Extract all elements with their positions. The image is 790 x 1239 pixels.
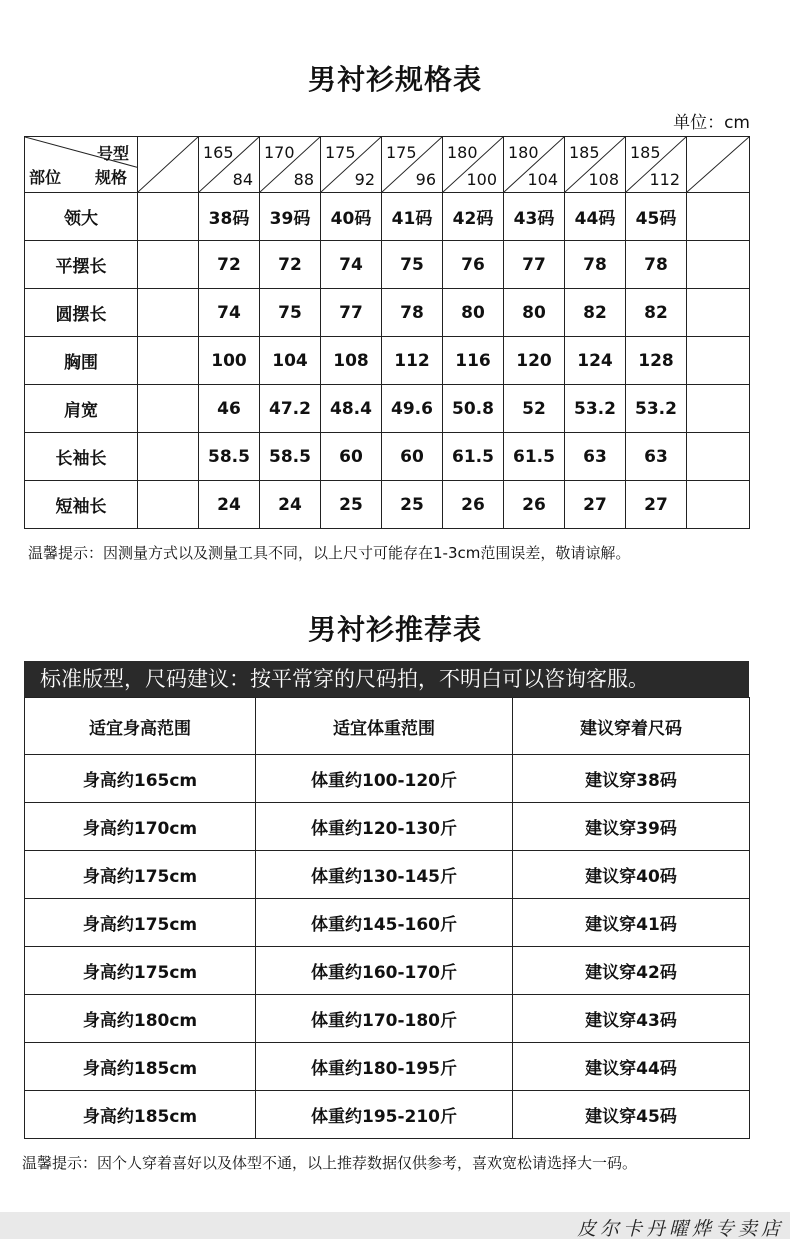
spec-value: 77	[504, 241, 565, 289]
spec-value: 27	[565, 481, 626, 529]
size-height: 170	[264, 143, 295, 162]
recommend-table-title: 男衬衫推荐表	[307, 613, 482, 646]
spec-row-label: 肩宽	[25, 385, 138, 433]
spec-value: 50.8	[443, 385, 504, 433]
spec-empty-cell	[138, 481, 199, 529]
spec-value: 26	[443, 481, 504, 529]
size-height: 165	[203, 143, 234, 162]
size-header-5	[504, 137, 565, 193]
size-header-4	[443, 137, 504, 193]
size-header-1	[260, 137, 321, 193]
recommend-row	[25, 1091, 750, 1139]
spec-value: 44码	[565, 193, 626, 241]
recommend-cell: 体重约180-195斤	[256, 1043, 513, 1091]
spec-value: 124	[565, 337, 626, 385]
recommend-table	[24, 697, 750, 1139]
spec-value: 63	[626, 433, 687, 481]
size-chest: 112	[649, 170, 680, 189]
spec-value: 39码	[260, 193, 321, 241]
recommend-cell: 身高约175cm	[25, 947, 256, 995]
spec-value: 75	[382, 241, 443, 289]
recommend-row	[25, 755, 750, 803]
spec-empty-cell	[138, 193, 199, 241]
spec-row	[25, 385, 750, 433]
spec-value: 47.2	[260, 385, 321, 433]
spec-value: 46	[199, 385, 260, 433]
size-height: 185	[630, 143, 661, 162]
spec-value: 61.5	[504, 433, 565, 481]
recommend-cell: 建议穿41码	[513, 899, 750, 947]
recommend-row	[25, 1043, 750, 1091]
header-spec: 规格	[94, 168, 127, 187]
spec-value: 120	[504, 337, 565, 385]
spec-value: 60	[321, 433, 382, 481]
size-chest: 88	[293, 170, 314, 189]
spec-value: 72	[260, 241, 321, 289]
spec-value: 25	[321, 481, 382, 529]
spec-row-label: 领大	[25, 193, 138, 241]
size-chest: 108	[588, 170, 619, 189]
recommend-cell: 建议穿45码	[513, 1091, 750, 1139]
spec-value: 104	[260, 337, 321, 385]
spec-value: 112	[382, 337, 443, 385]
size-height: 175	[386, 143, 417, 162]
diagonal-line	[138, 137, 198, 192]
recommend-cell: 身高约185cm	[25, 1043, 256, 1091]
size-chest: 92	[354, 170, 375, 189]
spec-value: 108	[321, 337, 382, 385]
spec-empty-cell	[687, 193, 750, 241]
spec-row-label: 胸围	[25, 337, 138, 385]
spec-value: 40码	[321, 193, 382, 241]
recommend-cell: 体重约120-130斤	[256, 803, 513, 851]
spec-value: 100	[199, 337, 260, 385]
header-size-type: 号型	[96, 144, 129, 163]
spec-table-title: 男衬衫规格表	[307, 63, 482, 96]
size-header-7	[626, 137, 687, 193]
spec-row	[25, 337, 750, 385]
spec-value: 58.5	[260, 433, 321, 481]
spec-row-label: 短袖长	[25, 481, 138, 529]
recommend-cell: 身高约175cm	[25, 899, 256, 947]
spec-value: 128	[626, 337, 687, 385]
size-chest: 100	[466, 170, 497, 189]
spec-value: 61.5	[443, 433, 504, 481]
recommend-cell: 建议穿44码	[513, 1043, 750, 1091]
spec-empty-cell	[687, 241, 750, 289]
recommend-header-cell: 适宜身高范围	[25, 698, 256, 755]
diagonal-line	[687, 137, 749, 192]
spec-row-label: 圆摆长	[25, 289, 138, 337]
recommend-row	[25, 995, 750, 1043]
spec-empty-cell	[138, 337, 199, 385]
spec-empty-cell	[138, 433, 199, 481]
spec-row-label: 平摆长	[25, 241, 138, 289]
spec-value: 24	[199, 481, 260, 529]
spec-empty-cell	[687, 433, 750, 481]
recommend-header-cell: 适宜体重范围	[256, 698, 513, 755]
size-header-3	[382, 137, 443, 193]
recommend-cell: 身高约175cm	[25, 851, 256, 899]
spec-empty-cell	[687, 289, 750, 337]
spec-value: 49.6	[382, 385, 443, 433]
spec-value: 74	[199, 289, 260, 337]
recommend-cell: 体重约130-145斤	[256, 851, 513, 899]
spec-corner-header	[25, 137, 138, 193]
spec-value: 82	[626, 289, 687, 337]
footer-bar	[0, 1212, 790, 1239]
fit-banner: 标准版型，尺码建议：按平常穿的尺码拍，不明白可以咨询客服。	[24, 661, 749, 697]
recommend-cell: 身高约165cm	[25, 755, 256, 803]
spec-value: 53.2	[565, 385, 626, 433]
spec-value: 78	[382, 289, 443, 337]
spec-empty-cell	[138, 385, 199, 433]
spec-table	[24, 136, 750, 529]
recommend-cell: 体重约100-120斤	[256, 755, 513, 803]
recommend-cell: 体重约195-210斤	[256, 1091, 513, 1139]
spec-value: 27	[626, 481, 687, 529]
spec-empty-cell	[138, 289, 199, 337]
size-header-6	[565, 137, 626, 193]
spec-value: 72	[199, 241, 260, 289]
spec-empty-cell	[687, 481, 750, 529]
spec-value: 25	[382, 481, 443, 529]
spec-value: 52	[504, 385, 565, 433]
recommend-note: 温馨提示：因个人穿着喜好以及体型不通，以上推荐数据仅供参考，喜欢宽松请选择大一码。	[22, 1154, 638, 1172]
spec-value: 42码	[443, 193, 504, 241]
unit-label: 单位：cm	[673, 113, 750, 133]
spec-value: 41码	[382, 193, 443, 241]
spec-row	[25, 193, 750, 241]
recommend-cell: 身高约170cm	[25, 803, 256, 851]
recommend-cell: 建议穿43码	[513, 995, 750, 1043]
spec-row	[25, 289, 750, 337]
spec-empty-cell	[687, 337, 750, 385]
recommend-cell: 体重约145-160斤	[256, 899, 513, 947]
spec-value: 74	[321, 241, 382, 289]
recommend-header-row	[25, 698, 750, 755]
spec-header-row	[25, 137, 750, 193]
spec-value: 80	[504, 289, 565, 337]
spec-empty-cell	[138, 241, 199, 289]
spec-value: 60	[382, 433, 443, 481]
spec-value: 78	[626, 241, 687, 289]
spec-row	[25, 241, 750, 289]
spec-empty-header-end	[687, 137, 750, 193]
spec-value: 78	[565, 241, 626, 289]
footer-brand: 皮尔卡丹曜烨专卖店	[576, 1218, 784, 1239]
spec-value: 58.5	[199, 433, 260, 481]
recommend-row	[25, 803, 750, 851]
recommend-cell: 建议穿38码	[513, 755, 750, 803]
size-header-2	[321, 137, 382, 193]
spec-value: 75	[260, 289, 321, 337]
spec-value: 53.2	[626, 385, 687, 433]
size-chest: 96	[415, 170, 436, 189]
size-height: 180	[508, 143, 539, 162]
spec-empty-cell	[687, 385, 750, 433]
recommend-cell: 体重约170-180斤	[256, 995, 513, 1043]
spec-value: 116	[443, 337, 504, 385]
spec-note: 温馨提示：因测量方式以及测量工具不同，以上尺寸可能存在1-3cm范围误差，敬请谅解。	[28, 544, 631, 562]
spec-value: 24	[260, 481, 321, 529]
spec-value: 26	[504, 481, 565, 529]
spec-value: 38码	[199, 193, 260, 241]
recommend-cell: 建议穿42码	[513, 947, 750, 995]
size-height: 185	[569, 143, 600, 162]
spec-empty-header	[138, 137, 199, 193]
spec-value: 80	[443, 289, 504, 337]
spec-value: 63	[565, 433, 626, 481]
spec-row-label: 长袖长	[25, 433, 138, 481]
recommend-cell: 身高约185cm	[25, 1091, 256, 1139]
spec-value: 48.4	[321, 385, 382, 433]
recommend-row	[25, 947, 750, 995]
spec-value: 82	[565, 289, 626, 337]
recommend-cell: 身高约180cm	[25, 995, 256, 1043]
header-part: 部位	[29, 168, 62, 187]
recommend-cell: 体重约160-170斤	[256, 947, 513, 995]
size-header-0	[199, 137, 260, 193]
size-chest: 84	[232, 170, 253, 189]
recommend-header-cell: 建议穿着尺码	[513, 698, 750, 755]
recommend-row	[25, 851, 750, 899]
recommend-row	[25, 899, 750, 947]
spec-value: 77	[321, 289, 382, 337]
recommend-cell: 建议穿39码	[513, 803, 750, 851]
recommend-cell: 建议穿40码	[513, 851, 750, 899]
spec-value: 76	[443, 241, 504, 289]
spec-value: 45码	[626, 193, 687, 241]
spec-row	[25, 481, 750, 529]
size-chest: 104	[527, 170, 558, 189]
size-height: 175	[325, 143, 356, 162]
spec-row	[25, 433, 750, 481]
size-height: 180	[447, 143, 478, 162]
spec-value: 43码	[504, 193, 565, 241]
